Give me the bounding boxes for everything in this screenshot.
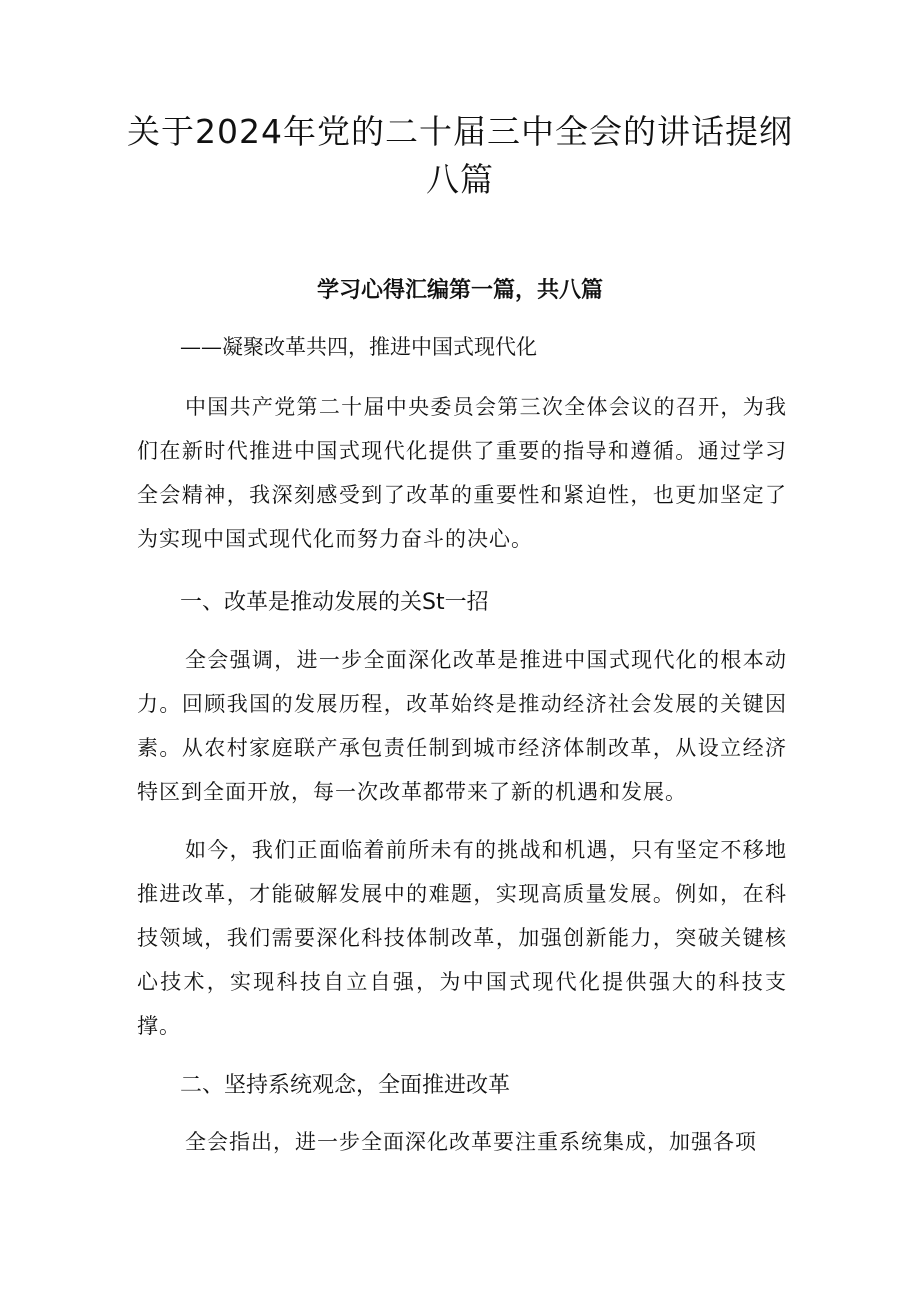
section-1-heading: 一、改革是推动发展的关St一招 xyxy=(180,590,489,615)
section-1-paragraph-1: 全会强调，进一步全面深化改革是推进中国式现代化的根本动力。回顾我国的发展历程，改革始终是推动经济社会发展的关键因素。从农村家庭联产承包责任制到城市经济体制改革，从设立经济特区到全面开放，每一次改革都带来了新的机遇和发展。 xyxy=(137,648,787,804)
document-subtitle: 学习心得汇编第一篇，共八篇 xyxy=(316,277,603,303)
intro-paragraph: 中国共产党第二十届中央委员会第三次全体会议的召开，为我们在新时代推进中国式现代化提供了重要的指导和遵循。通过学习全会精神，我深刻感受到了改革的重要性和紧迫性，也更加坚定了为实现中国式现代化而努力奋斗的决心。 xyxy=(137,395,787,551)
section-2-heading: 二、坚持系统观念，全面推进改革 xyxy=(180,1073,511,1098)
subtitle-tagline: ——凝聚改革共四，推进中国式现代化 xyxy=(180,335,537,359)
section-2-paragraph-1: 全会指出，进一步全面深化改革要注重系统集成，加强各项 xyxy=(185,1130,757,1154)
document-title: 关于2024年党的二十届三中全会的讲话提纲八篇 xyxy=(127,112,793,199)
section-1-paragraph-2: 如今，我们正面临着前所未有的挑战和机遇，只有坚定不移地推进改革，才能破解发展中的难题，实现高质量发展。例如，在科技领域，我们需要深化科技体制改革，加强创新能力，突破关键核心技术，实现科技自立自强，为中国式现代化提供强大的科技支撑。 xyxy=(137,838,787,1038)
